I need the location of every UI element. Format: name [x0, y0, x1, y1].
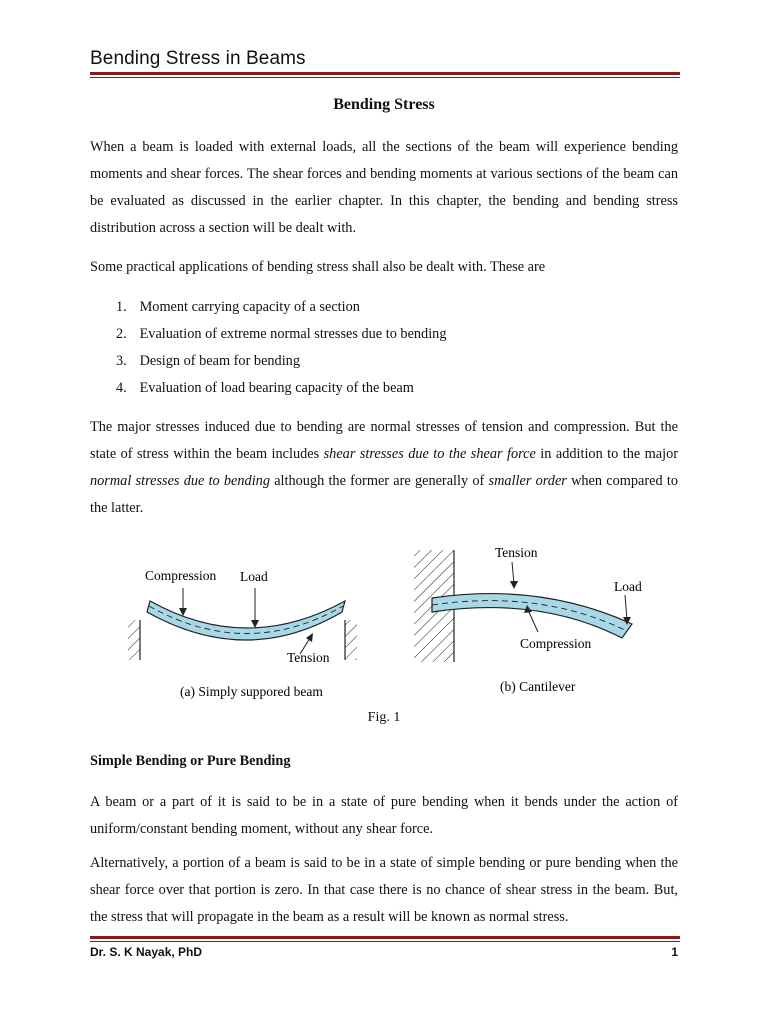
simply-supported-diagram: [128, 568, 357, 699]
applications-list: [116, 294, 446, 402]
list-item: 4. Evaluation of load bearing capacity of the beam: [116, 380, 414, 396]
footer-rule-thin: [90, 941, 680, 942]
label-tension-right: Tension: [495, 545, 538, 560]
label-tension-left: Tension: [287, 650, 330, 665]
label-load-left: Load: [240, 569, 268, 584]
figure-bending-beams: [0, 540, 768, 720]
list-item: 1. Moment carrying capacity of a section: [116, 299, 360, 315]
load-arrow-left: [251, 620, 259, 628]
footer-author: Dr. S. K Nayak, PhD: [90, 945, 203, 959]
header-rule-thin: [90, 77, 680, 78]
section-heading: Simple Bending or Pure Bending: [90, 753, 291, 769]
page-number: 1: [671, 945, 678, 959]
paragraph-intro: When a beam is loaded with external loads, all the sections of the beam will experience bending moments and shear forces. The shear forces and bending moments at various sections of the beam can be evaluated as discussed in the earlier chapter. In this chapter, the bending and bending stress distribution across a section will be dealt with.: [90, 139, 678, 236]
paragraph-alternatively: Alternatively, a portion of a beam is said to be in a state of simple bending or pure bending when the shear force over that portion is zero. In that case there is no chance of shear stress in the beam. But, the stress that will propagate in the beam as a result will be known as normal stress.: [90, 855, 678, 925]
left-support: [128, 620, 140, 660]
label-compression-left: Compression: [145, 568, 217, 583]
paragraph-pure-bending: A beam or a part of it is said to be in a state of pure bending when it bends under the action of uniform/constant bending moment, without any shear force.: [90, 794, 678, 837]
simply-supported-beam: [147, 601, 345, 640]
list-item: 2. Evaluation of extreme normal stresses due to bending: [116, 326, 447, 342]
cantilever-diagram: [414, 545, 642, 694]
document-title: Bending Stress: [333, 96, 435, 113]
caption-simply-supported: (a) Simply suppored beam: [180, 684, 323, 699]
label-compression-right: Compression: [520, 636, 592, 651]
header-rule-thick: [90, 72, 680, 75]
page-header-title: Bending Stress in Beams: [90, 48, 306, 69]
cantilever-beam: [432, 594, 632, 638]
list-item: 3. Design of beam for bending: [116, 353, 300, 369]
figure-label: Fig. 1: [367, 710, 401, 725]
right-support: [345, 620, 357, 660]
footer-rule-thick: [90, 936, 680, 939]
paragraph-applications: Some practical applications of bending stress shall also be dealt with. These are: [90, 259, 546, 275]
label-load-right: Load: [614, 579, 642, 594]
paragraph-major-stresses: The major stresses induced due to bending are normal stresses of tension and compression. But the state of stress within the beam includes shear stresses due to the shear force in addition to the major normal stresses due to bending although the former are generally of smaller order when compared to the latter.: [90, 419, 678, 516]
caption-cantilever: (b) Cantilever: [500, 679, 576, 694]
